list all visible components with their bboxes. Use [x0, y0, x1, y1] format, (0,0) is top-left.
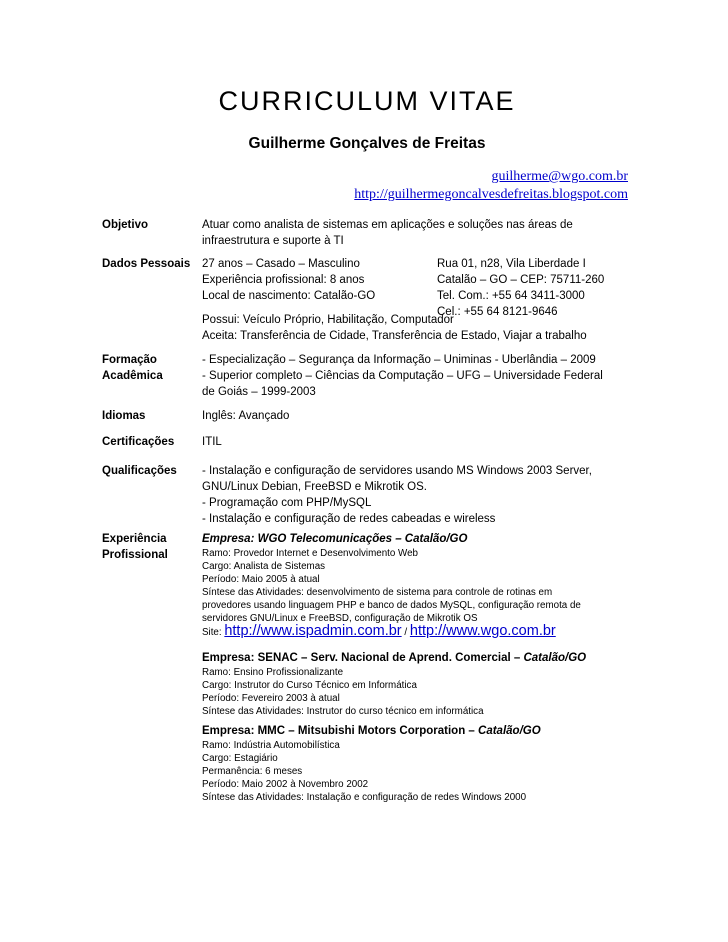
- idiomas-value: Inglês: Avançado: [202, 410, 290, 422]
- job-1-company: Empresa: WGO Telecomunicações – Catalão/GO: [202, 533, 468, 545]
- formacao-label: Formação Acadêmica: [102, 354, 163, 382]
- dados-address: Rua 01, n28, Vila Liberdade I Catalão – GO – CEP: 75711-260 Tel. Com.: +55 64 3411-3000 Cel.: +55 64 8121-9646: [437, 258, 605, 318]
- page-title: CURRICULUM VITAE: [218, 86, 516, 116]
- job-2-company: Empresa: SENAC – Serv. Nacional de Aprend. Comercial – Catalão/GO: [202, 652, 587, 664]
- job-3-company: Empresa: MMC – Mitsubishi Motors Corporation – Catalão/GO: [202, 725, 541, 737]
- job-1-details: Ramo: Provedor Internet e Desenvolvimento Web Cargo: Analista de Sistemas Período: Maio 2005 à atual Síntese das Atividades: desenvolvimento de sistema para controle de rotinas em provedores usando linguagem PHP e banco de dados MySQL, configuração remota de servidores GNU/Linux e FreeBSD, configuração de Mikrotik OS: [202, 548, 581, 624]
- wgo-link[interactable]: http://www.wgo.com.br: [409, 623, 556, 639]
- candidate-name: Guilherme Gonçalves de Freitas: [248, 135, 486, 152]
- job-2-details: Ramo: Ensino Profissionalizante Cargo: Instrutor do Curso Técnico em Informática Período: Fevereiro 2003 à atual Síntese das Atividades: Instrutor do curso técnico em informática: [202, 667, 484, 717]
- experiencia-label: Experiência Profissional: [102, 533, 168, 561]
- objetivo-label: Objetivo: [102, 219, 149, 231]
- qualificacoes-text: - Instalação e configuração de servidores usando MS Windows 2003 Server, GNU/Linux Debian, FreeBSD e Mikrotik OS. - Programação com PHP/MySQL - Instalação e configuração de redes cabeadas e wireless: [202, 465, 592, 525]
- formacao-text: - Especialização – Segurança da Informação – Uniminas - Uberlândia – 2009 - Superior completo – Ciências da Computação – UFG – Universidade Federal de Goiás – 1999-2003: [202, 354, 603, 398]
- dados-left: 27 anos – Casado – Masculino Experiência profissional: 8 anos Local de nascimento: Catalão-GO: [202, 258, 376, 302]
- email-link[interactable]: guilherme@wgo.com.br: [491, 169, 628, 184]
- idiomas-label: Idiomas: [102, 410, 146, 422]
- objetivo-text: Atuar como analista de sistemas em aplicações e soluções nas áreas de infraestrutura e suporte à TI: [202, 219, 573, 247]
- qualificacoes-label: Qualificações: [102, 465, 177, 477]
- certificacoes-label: Certificações: [102, 436, 175, 448]
- certificacoes-value: ITIL: [202, 436, 222, 448]
- blog-link[interactable]: http://guilhermegoncalvesdefreitas.blogspot.com: [354, 187, 628, 202]
- job-1-sites: Site: http://www.ispadmin.com.br / http://www.wgo.com.br: [202, 623, 556, 639]
- dados-label: Dados Pessoais: [102, 258, 191, 270]
- ispadmin-link[interactable]: http://www.ispadmin.com.br: [224, 623, 402, 639]
- job-3-details: Ramo: Indústria Automobilística Cargo: Estagiário Permanência: 6 meses Período: Maio 2002 à Novembro 2002 Síntese das Atividades: Instalação e configuração de redes Windows 2000: [202, 740, 527, 803]
- dados-extra: Possui: Veículo Próprio, Habilitação, Computador Aceita: Transferência de Cidade, Transferência de Estado, Viajar a trabalho: [202, 314, 587, 342]
